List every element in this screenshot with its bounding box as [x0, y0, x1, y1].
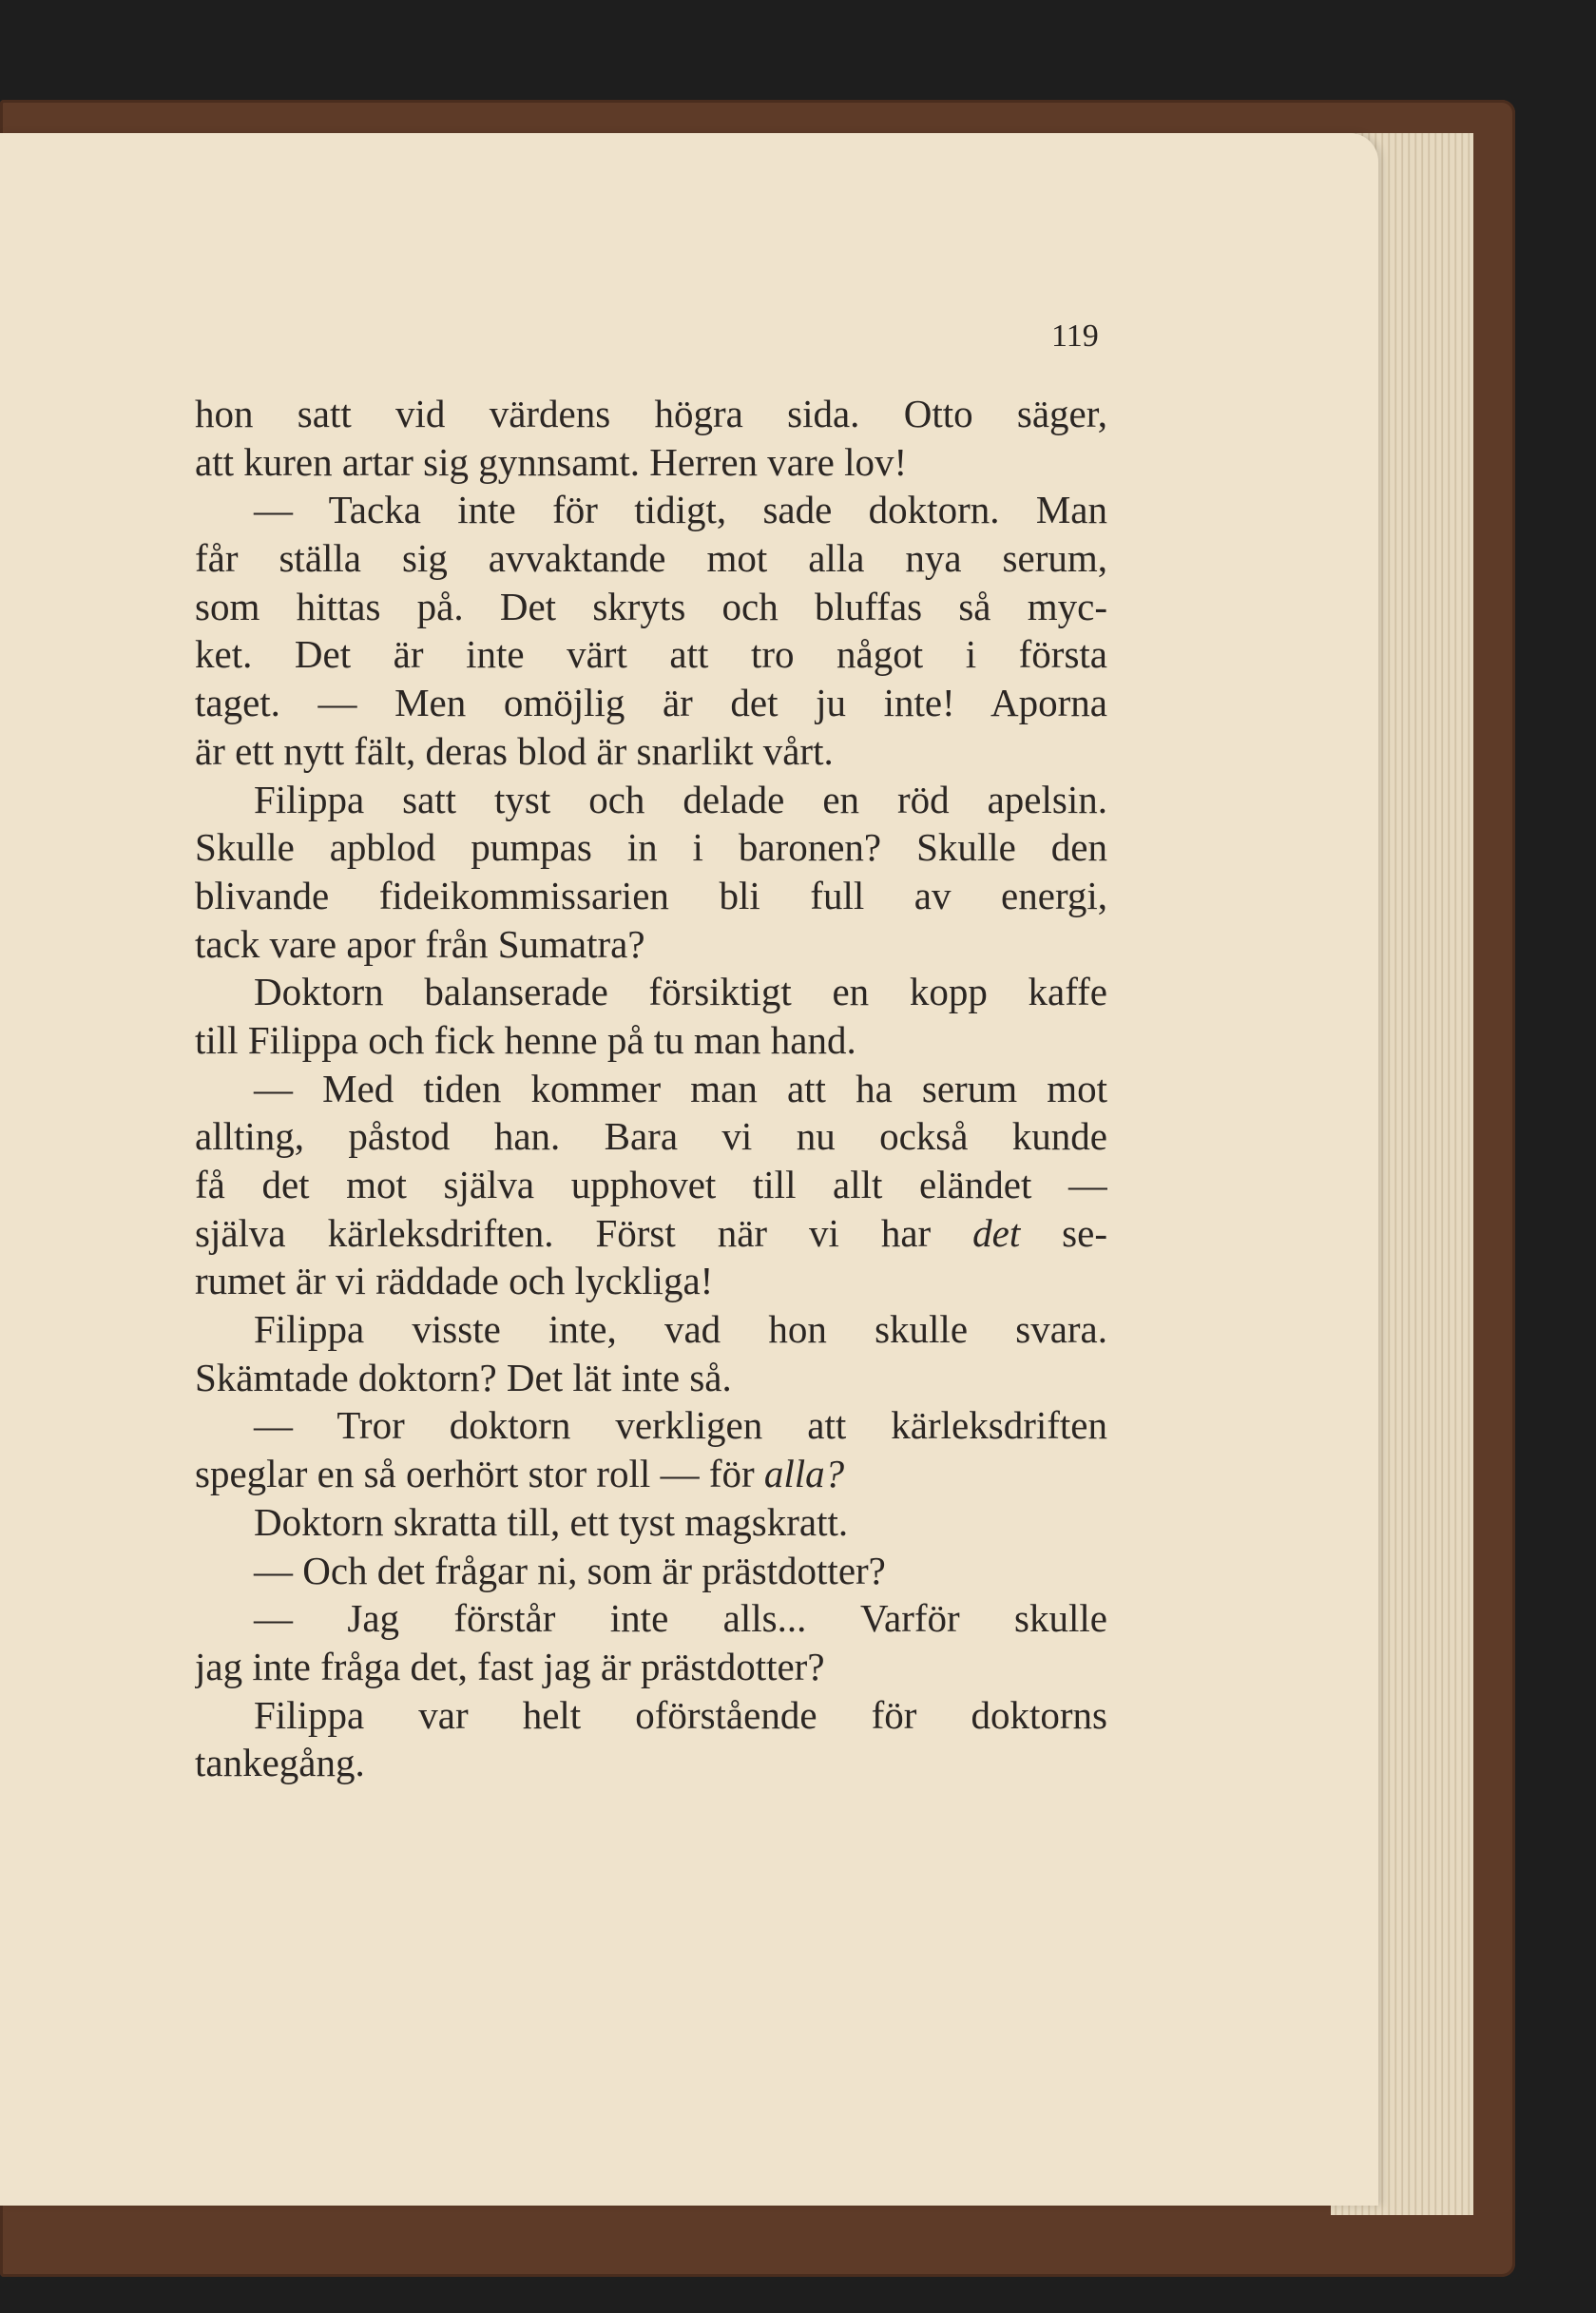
- page-number: 119: [1051, 318, 1099, 354]
- text-line: — Med tiden kommer man att ha serum mot: [254, 1066, 1107, 1110]
- text-line: ket. Det är inte värt att tro något i första: [195, 632, 1107, 677]
- text-line: Filippa var helt oförstående för doktorns: [254, 1692, 1107, 1737]
- text-line: — Tacka inte för tidigt, sade doktorn. Man: [254, 488, 1107, 532]
- text-line: — Jag förstår inte alls... Varför skulle: [254, 1596, 1107, 1641]
- page-text: [195, 390, 1107, 1787]
- text-line: Doktorn balanserade försiktigt en kopp kaffe: [254, 970, 1107, 1014]
- text-line: tack vare apor från Sumatra?: [195, 921, 645, 966]
- italic-word: det: [972, 1210, 1021, 1255]
- italic-word: alla?: [763, 1452, 845, 1496]
- text-line: Filippa visste inte, vad hon skulle svara.: [254, 1307, 1107, 1352]
- text-line: Doktorn skratta till, ett tyst magskratt.: [254, 1499, 849, 1544]
- text-line: allting, påstod han. Bara vi nu också kunde: [195, 1114, 1107, 1159]
- text-line: själva kärleksdriften. Först när vi har det se-: [195, 1210, 1107, 1255]
- text-line: är ett nytt fält, deras blod är snarlikt vårt.: [195, 728, 834, 773]
- text-line: som hittas på. Det skryts och bluffas så myc-: [195, 584, 1107, 628]
- text-line: att kuren artar sig gynnsamt. Herren vare lov!: [195, 439, 908, 484]
- text-line: Skulle apblod pumpas in i baronen? Skulle den: [195, 825, 1107, 870]
- text-line: taget. — Men omöjlig är det ju inte! Aporna: [195, 681, 1107, 725]
- text-line: rumet är vi räddade och lyckliga!: [195, 1259, 714, 1303]
- text-line: blivande fideikommissarien bli full av energi,: [195, 873, 1107, 917]
- text-line: — Tror doktorn verkligen att kärleksdriften: [254, 1403, 1107, 1448]
- text-line: till Filippa och fick henne på tu man hand.: [195, 1017, 856, 1062]
- text-line: Skämtade doktorn? Det lät inte så.: [195, 1355, 732, 1399]
- text-line: hon satt vid värdens högra sida. Otto säger,: [195, 392, 1107, 435]
- text-line: få det mot själva upphovet till allt eländet —: [195, 1163, 1107, 1206]
- text-line: tankegång.: [195, 1741, 365, 1785]
- text-line: — Och det frågar ni, som är prästdotter?: [254, 1548, 886, 1592]
- text-line: speglar en så oerhört stor roll — för alla?: [195, 1452, 845, 1496]
- text-line: jag inte fråga det, fast jag är prästdotter?: [195, 1644, 825, 1688]
- text-line: får ställa sig avvaktande mot alla nya serum,: [195, 536, 1107, 581]
- text-line: Filippa satt tyst och delade en röd apelsin.: [254, 777, 1107, 821]
